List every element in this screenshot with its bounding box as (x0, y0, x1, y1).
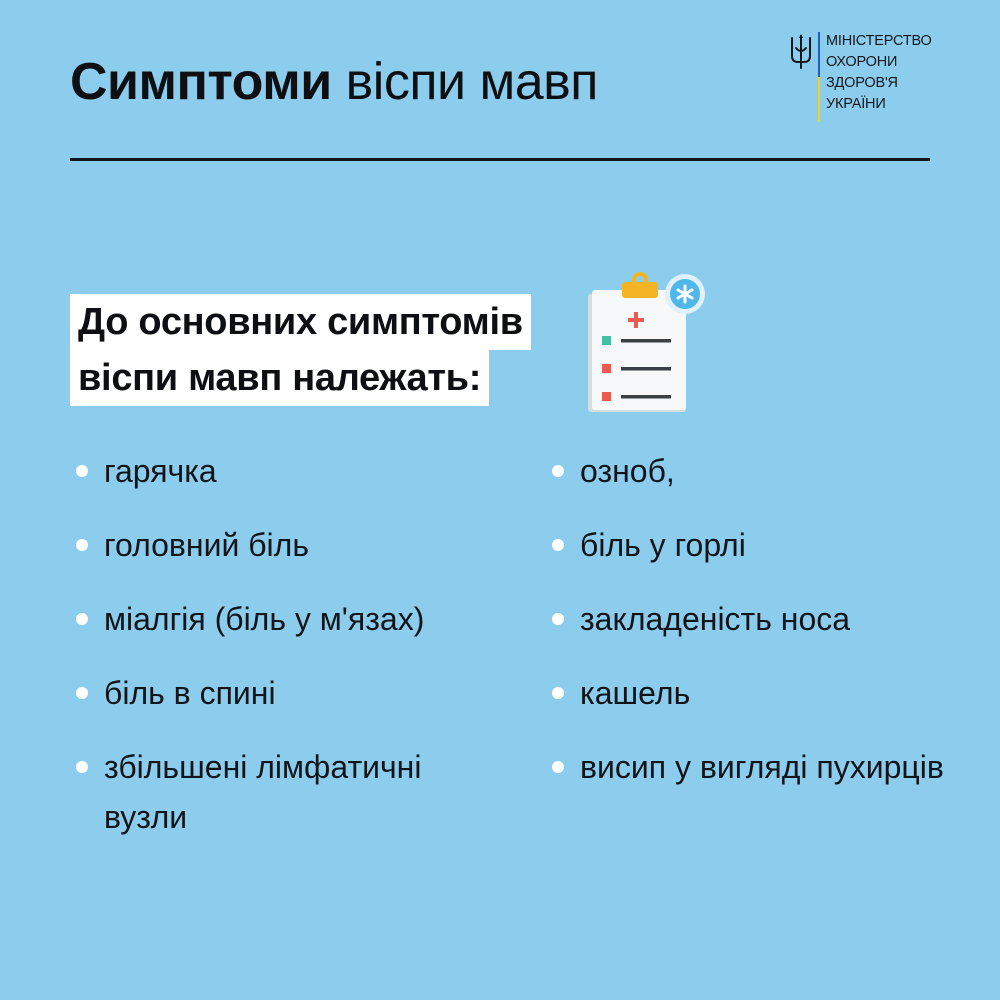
list-item (550, 742, 960, 792)
symptom-text: біль у горлі (580, 527, 746, 563)
ministry-logo (786, 32, 946, 128)
symptom-list-left (74, 446, 494, 866)
list-item (74, 668, 494, 718)
bullet-dot (552, 761, 564, 773)
list-item (74, 594, 494, 644)
list-item (550, 594, 960, 644)
symptom-text: збільшені лімфатичні вузли (104, 749, 422, 835)
page-title (70, 52, 598, 112)
bullet-dot (76, 761, 88, 773)
flag-divider (818, 32, 820, 122)
symptom-text: висип у вигляді пухирців (580, 749, 944, 785)
list-item (550, 446, 960, 496)
title-divider (70, 158, 930, 161)
bullet-dot (76, 539, 88, 551)
symptom-text: гарячка (104, 453, 217, 489)
trident-icon (790, 34, 812, 70)
list-item (550, 520, 960, 570)
ministry-line: МІНІСТЕРСТВО (826, 33, 932, 49)
symptom-text: кашель (580, 675, 691, 711)
ministry-line: ОХОРОНИ (826, 54, 898, 70)
title-rest: віспи мавп (345, 53, 598, 111)
bullet-dot (76, 687, 88, 699)
bullet-dot (552, 465, 564, 477)
list-item (74, 520, 494, 570)
bullet-dot (552, 613, 564, 625)
symptom-text: закладеність носа (580, 601, 851, 637)
symptom-text: біль в спині (104, 675, 276, 711)
medical-clipboard-icon (578, 270, 712, 420)
title-bold-word: Симптоми (70, 53, 332, 111)
symptom-list-right (550, 446, 960, 816)
bullet-dot (552, 687, 564, 699)
list-item (74, 742, 494, 842)
intro-line-2: віспи мавп належать: (70, 350, 489, 406)
ministry-line: УКРАЇНИ (826, 96, 886, 112)
ministry-line: ЗДОРОВ'Я (826, 75, 898, 91)
list-item (550, 668, 960, 718)
symptom-text: міалгія (біль у м'язах) (104, 601, 425, 637)
intro-heading (70, 294, 531, 406)
ministry-name (826, 31, 932, 115)
intro-line-1: До основних симптомів (70, 294, 531, 350)
bullet-dot (76, 613, 88, 625)
symptom-text: головний біль (104, 527, 309, 563)
bullet-dot (552, 539, 564, 551)
bullet-dot (76, 465, 88, 477)
list-item (74, 446, 494, 496)
symptom-text: озноб, (580, 453, 675, 489)
